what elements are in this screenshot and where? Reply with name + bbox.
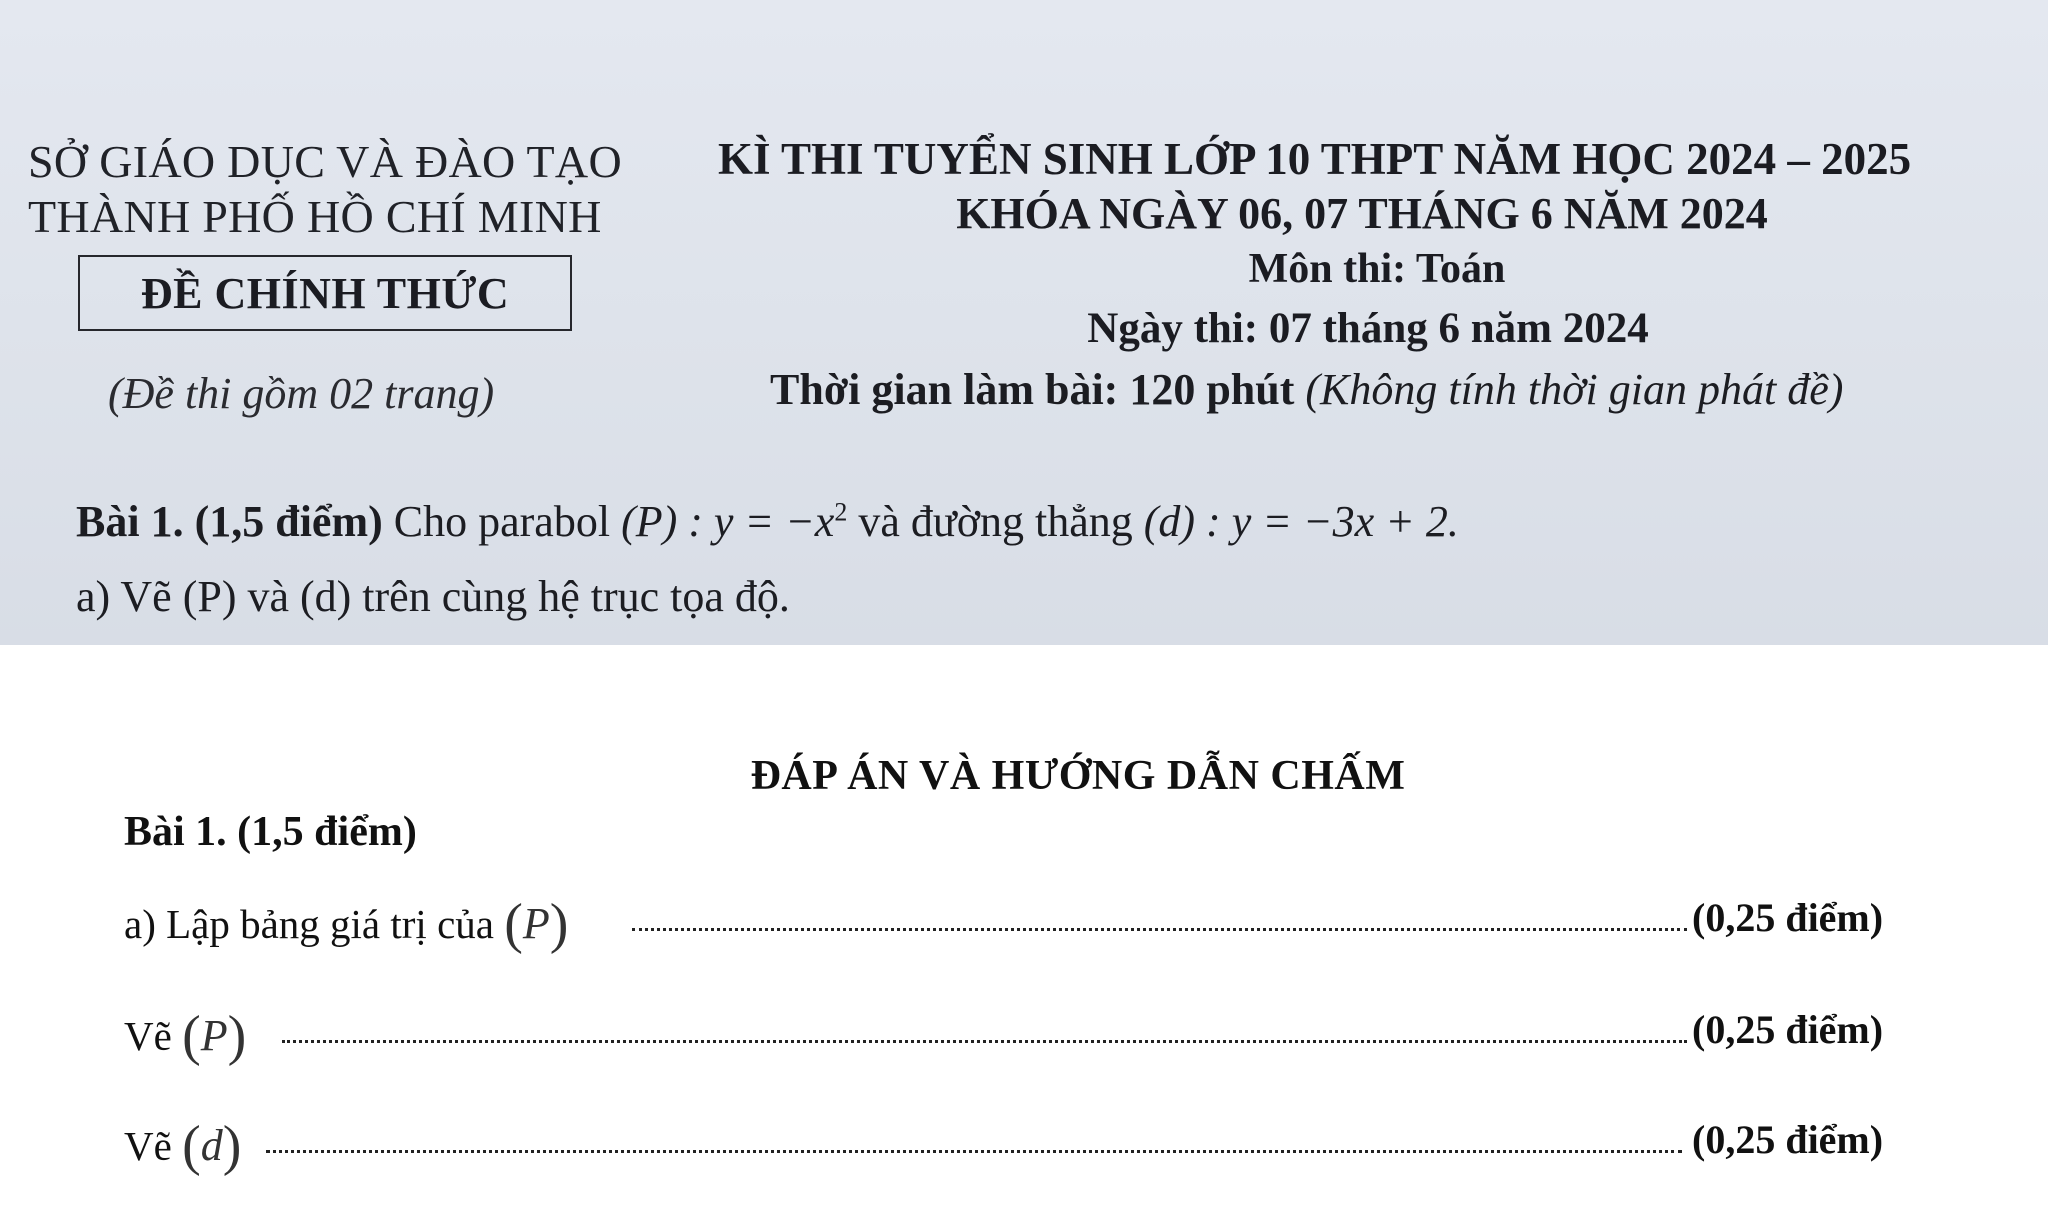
department-line-1: SỞ GIÁO DỤC VÀ ĐÀO TẠO [28,136,622,187]
answer-problem-heading: Bài 1. (1,5 điểm) [124,809,417,855]
answer-row-label: a) Lập bảng giá trị của (P) [124,893,569,955]
answer-row-text: Vẽ [124,1123,172,1169]
problem-text-middle: và đường thẳng [858,497,1133,546]
answer-row-label: Vẽ (P) [124,1005,247,1067]
answer-row-variable: P [200,1011,228,1060]
exam-session: KHÓA NGÀY 06, 07 THÁNG 6 NĂM 2024 [956,189,1768,238]
pages-note: (Đề thi gồm 02 trang) [108,369,495,418]
answer-row-points: (0,25 điểm) [1692,1007,1884,1052]
answer-row-text: a) Lập bảng giá trị của [124,901,494,947]
time-line [770,364,1843,415]
official-exam-label: ĐỀ CHÍNH THỨC [140,268,510,318]
answer-row-points: (0,25 điểm) [1692,895,1884,940]
answer-row-variable: d [200,1121,223,1170]
problem-1-statement [76,496,1459,547]
official-exam-box [78,255,572,331]
answer-row-2 [0,1000,2048,1070]
parabola-equation: (P) : y = −x [621,497,835,546]
exam-subject: Môn thi: Toán [1248,246,1506,292]
answer-row-points: (0,25 điểm) [1692,1117,1884,1162]
answer-row-3 [0,1110,2048,1180]
department-line-2: THÀNH PHỐ HỒ CHÍ MINH [28,191,602,242]
answer-title: ĐÁP ÁN VÀ HƯỚNG DẪN CHẤM [750,753,1406,799]
problem-points: (1,5 điểm) [194,497,383,546]
dotted-leader [632,928,1687,931]
answer-row-text: Vẽ [124,1013,172,1059]
time-note: (Không tính thời gian phát đề) [1305,365,1844,414]
problem-heading: Bài 1. [76,497,184,546]
problem-part-a: a) Vẽ (P) và (d) trên cùng hệ trục tọa độ. [76,572,790,621]
line-equation: (d) : y = −3x + 2. [1143,497,1459,546]
answer-row-variable: P [522,899,550,948]
dotted-leader [266,1150,1682,1153]
time-label: Thời gian làm bài: 120 phút [770,365,1295,414]
exam-title: KÌ THI TUYỂN SINH LỚP 10 THPT NĂM HỌC 2024 – 2025 [718,134,1912,184]
problem-text-before: Cho parabol [393,497,611,546]
parabola-exponent: 2 [834,497,848,527]
dotted-leader [282,1040,1687,1043]
exam-date: Ngày thi: 07 tháng 6 năm 2024 [1087,305,1649,352]
answer-row-1 [0,888,2048,958]
answer-row-label: Vẽ (d) [124,1115,242,1177]
